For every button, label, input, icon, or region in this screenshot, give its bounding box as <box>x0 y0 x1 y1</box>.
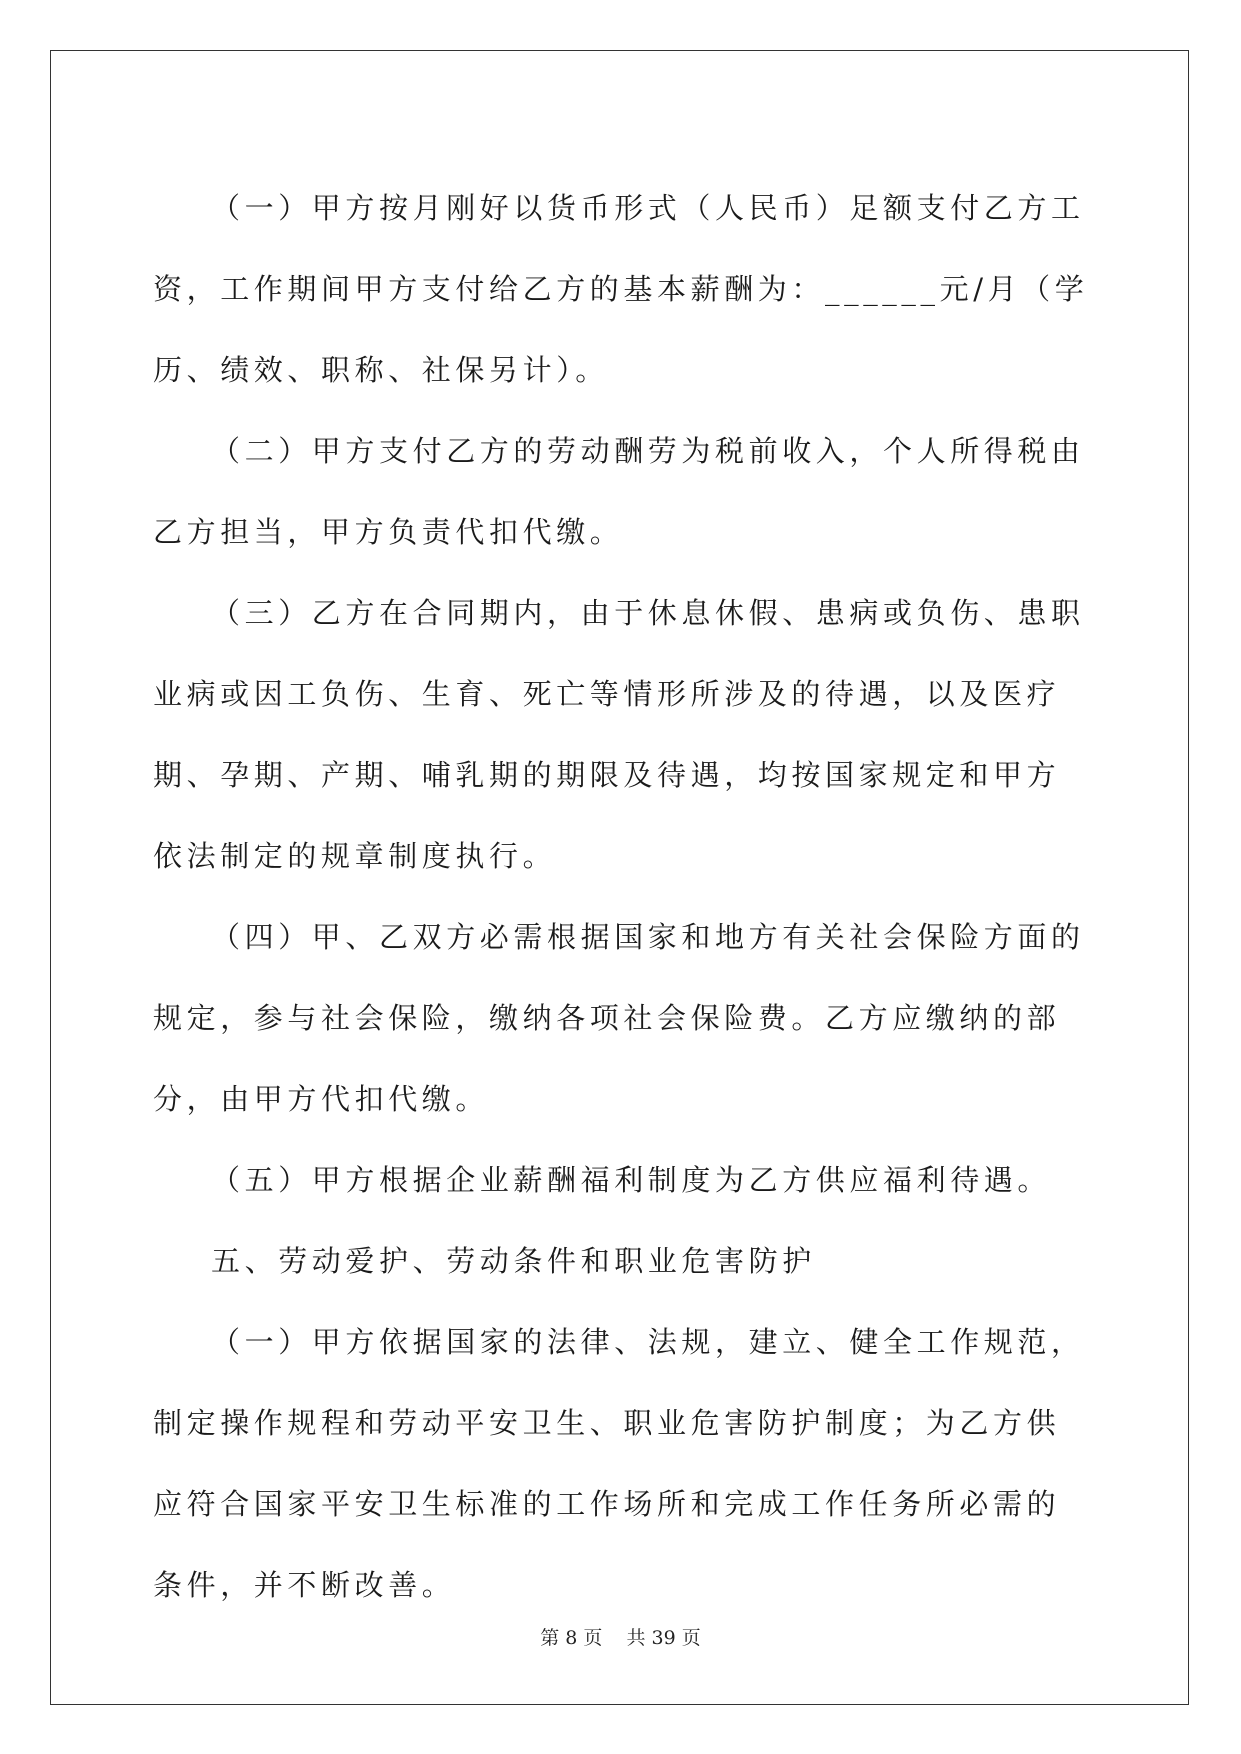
page-total: 共 39 页 <box>626 1627 701 1649</box>
paragraph-leave-benefits: （三）乙方在合同期内，由于休息休假、患病或负伤、患职业病或因工负伤、生育、死亡等情形所涉及的待遇，以及医疗期、孕期、产期、哺乳期的期限及待遇，均按国家规定和甲方依法制定的规章制度执行。 <box>153 596 1085 873</box>
paragraph-social-insurance: （四）甲、乙双方必需根据国家和地方有关社会保险方面的规定，参与社会保险，缴纳各项社会保险费。乙方应缴纳的部分，由甲方代扣代缴。 <box>153 920 1085 1116</box>
paragraph-safety-rules: （一）甲方依据国家的法律、法规，建立、健全工作规范，制定操作规程和劳动平安卫生、职业危害防护制度；为乙方供应符合国家平安卫生标准的工作场所和完成工作任务所必需的条件，并不断改善。 <box>153 1325 1085 1602</box>
page-number: 第 8 页 <box>540 1627 603 1649</box>
page-footer <box>0 1623 1241 1650</box>
section-heading-labor-protection: 五、劳动爱护、劳动条件和职业危害防护 <box>211 1244 816 1278</box>
document-body <box>153 168 1093 1626</box>
paragraph-welfare: （五）甲方根据企业薪酬福利制度为乙方供应福利待遇。 <box>211 1163 1052 1197</box>
paragraph-tax: （二）甲方支付乙方的劳动酬劳为税前收入，个人所得税由乙方担当，甲方负责代扣代缴。 <box>153 434 1085 549</box>
paragraph-salary: （一）甲方按月刚好以货币形式（人民币）足额支付乙方工资，工作期间甲方支付给乙方的基本薪酬为：______元/月（学历、绩效、职称、社保另计）。 <box>153 191 1089 387</box>
